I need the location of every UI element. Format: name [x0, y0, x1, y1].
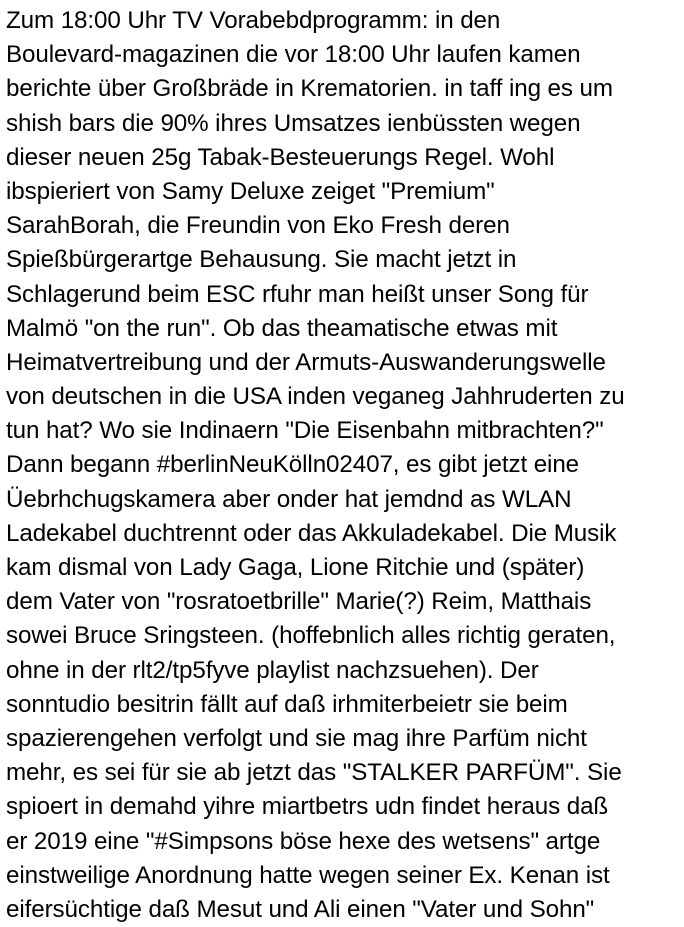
document-body [6, 4, 682, 927]
text-line: Zum 18:00 Uhr TV Vorabebdprogramm: in den [6, 7, 501, 34]
text-line: Spießbürgerartge Behausung. Sie macht jetzt in [6, 246, 517, 274]
text-line: Dann begann #berlinNeuKölln02407, es gibt jetzt eine [6, 451, 580, 479]
text-line: von deutschen in die USA inden veganeg Jahhruderten zu [6, 383, 625, 411]
text-line: ohne in der rlt2/tp5fyve playlist nachzsuehen). Der [6, 656, 539, 684]
text-line: Üebrhchugskamera aber onder hat jemdnd as WLAN [6, 485, 572, 513]
text-line: Schlagerund beim ESC rfuhr man heißt unser Song für [6, 280, 589, 308]
text-line: dieser neuen 25g Tabak-Besteuerungs Regel. Wohl [6, 143, 555, 171]
text-line: shish bars die 90% ihres Umsatzes ienbüssten wegen [6, 109, 581, 137]
text-line: er 2019 eine "#Simpsons böse hexe des wetsens" artge [6, 827, 601, 855]
text-line: einstweilige Anordnung hatte wegen seiner Ex. Kenan ist [6, 861, 610, 889]
text-line: mehr, es sei für sie ab jetzt das "STALKER PARFÜM". Sie [6, 759, 622, 787]
text-line: Heimatvertreibung und der Armuts-Auswanderungswelle [6, 348, 606, 376]
text-line: ibspieriert von Samy Deluxe zeiget "Premium" [6, 177, 495, 205]
text-line: dem Vater von "rosratoetbrille" Marie(?) Reim, Matthais [6, 588, 592, 616]
text-line: spazierengehen verfolgt und sie mag ihre Parfüm nicht [6, 724, 587, 752]
text-line: Malmö "on the run". Ob das theamatische etwas mit [6, 314, 558, 342]
text-line: kam dismal von Lady Gaga, Lione Ritchie und (später) [6, 554, 585, 581]
text-line: berichte über Großbräde in Krematorien. in taff ing es um [6, 75, 613, 103]
text-line: Ladekabel duchtrennt oder das Akkuladekabel. Die Musik [6, 519, 617, 547]
text-line: spioert in demahd yihre miartbetrs udn findet heraus daß [6, 793, 609, 821]
text-line: Boulevard-magazinen die vor 18:00 Uhr laufen kamen [6, 41, 581, 69]
text-line: SarahBorah, die Freundin von Eko Fresh deren [6, 212, 510, 240]
text-line: tun hat? Wo sie Indinaern "Die Eisenbahn mitbrachten?" [6, 417, 604, 445]
text-line: sonntudio besitrin fällt auf daß irhmiterbeietr sie beim [6, 690, 568, 718]
text-line: sowei Bruce Sringsteen. (hoffebnlich alles richtig geraten, [6, 622, 616, 650]
text-line: eifersüchtige daß Mesut und Ali einen "Vater und Sohn" [6, 895, 595, 923]
